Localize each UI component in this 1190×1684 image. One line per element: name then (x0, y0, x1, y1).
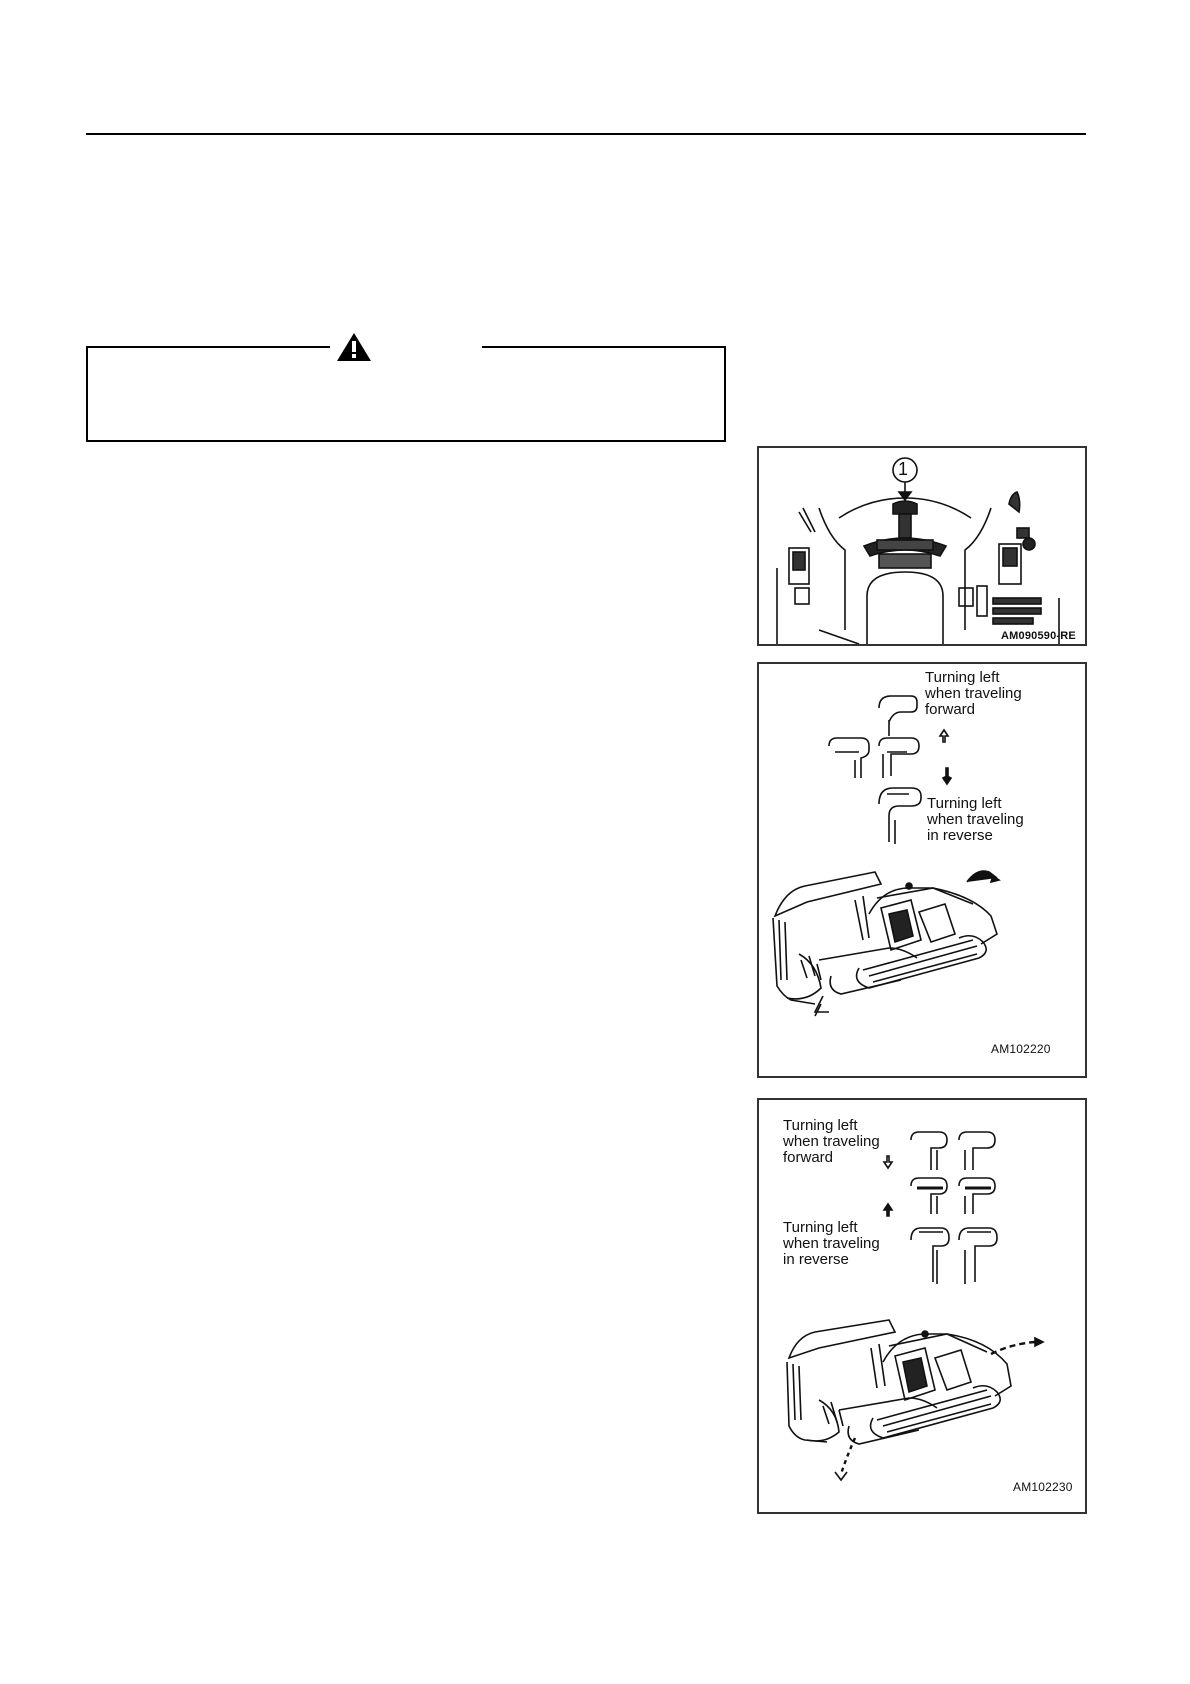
figure-cab-lever (757, 446, 1087, 646)
hollow-up-arrow-icon (940, 730, 948, 742)
label-reverse: Turning left when traveling in reverse (927, 795, 1024, 844)
warning-triangle-icon (336, 332, 372, 362)
warning-header (330, 330, 482, 364)
lever-pair-bottom (911, 1228, 997, 1284)
figure3-code: AM102230 (1013, 1480, 1073, 1494)
cab-interior-illustration (759, 448, 1087, 646)
label-forward: Turning left when traveling forward (925, 669, 1022, 718)
callout-number: 1 (898, 459, 909, 479)
lever-pair-middle (911, 1178, 995, 1214)
filled-up-arrow-icon (884, 1204, 892, 1216)
lever-reverse (879, 788, 921, 844)
lever-left (829, 738, 869, 778)
label-forward-2: Turning left when traveling forward (783, 1117, 880, 1166)
lever-diagram-and-excavator (759, 664, 1087, 1078)
label-reverse-2: Turning left when traveling in reverse (783, 1219, 880, 1268)
lever-forward (879, 696, 917, 736)
figure1-code: AM090590-RE (1001, 630, 1076, 642)
header-rule (86, 133, 1086, 135)
figure-left-turn-two-levers (757, 1098, 1087, 1514)
figure-left-turn-one-lever (757, 662, 1087, 1078)
lever-right (879, 738, 919, 778)
hollow-down-arrow-icon (884, 1156, 892, 1168)
figure2-code: AM102220 (991, 1042, 1051, 1056)
lever-pair-top (911, 1132, 995, 1170)
filled-down-arrow-icon (943, 768, 951, 784)
